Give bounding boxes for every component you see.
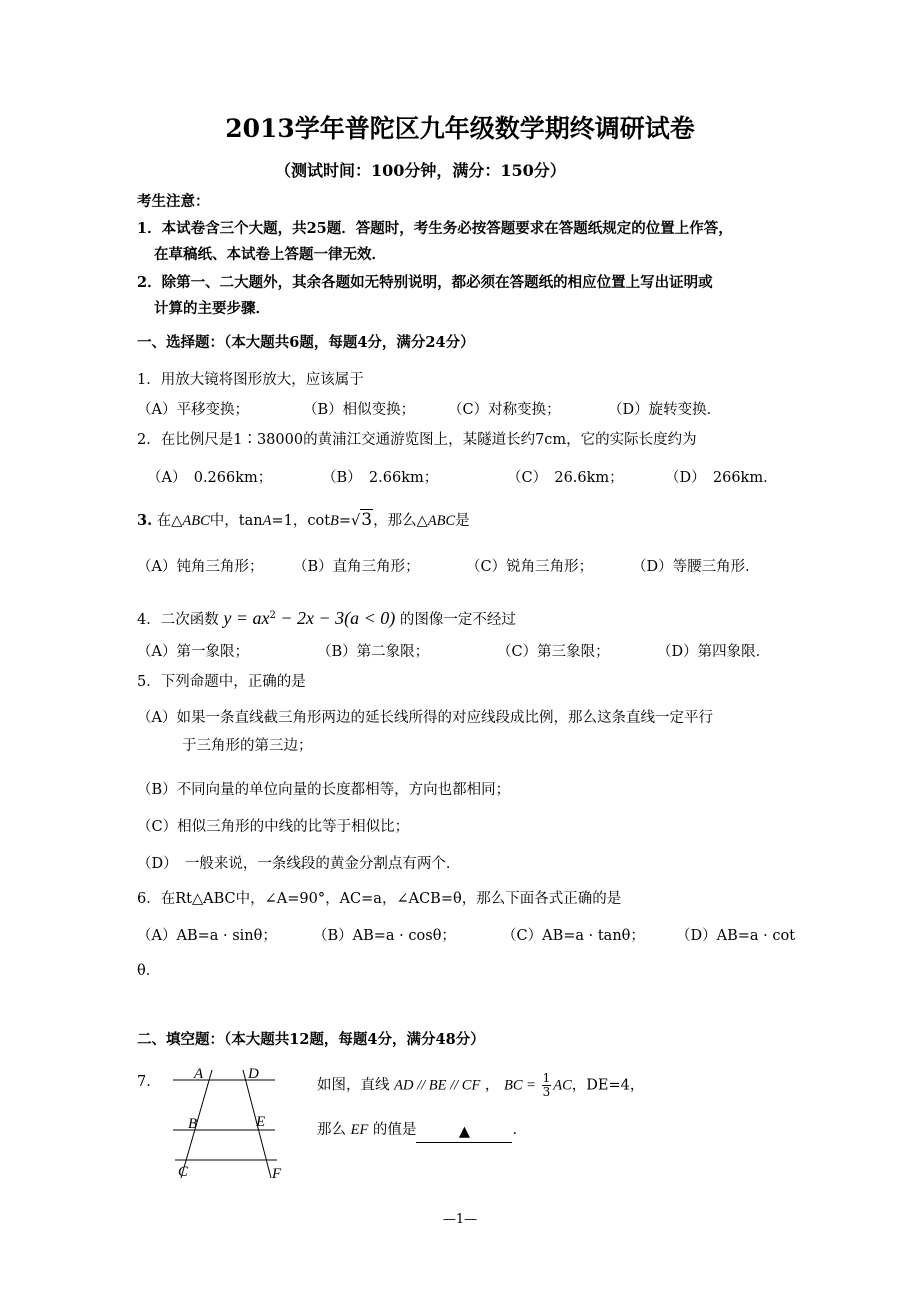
question-stem: 1．用放大镜将图形放大，应该属于 bbox=[137, 372, 364, 388]
parallel-lines-figure bbox=[170, 1068, 290, 1183]
page-title: 2013学年普陀区九年级数学期终调研试卷 bbox=[225, 114, 695, 143]
option: （B） 2.66km； bbox=[322, 470, 439, 486]
option: （A）平移变换； bbox=[137, 402, 249, 418]
math: ABC bbox=[427, 513, 456, 529]
question-stem bbox=[137, 606, 516, 630]
option: （D）AB=a · cot bbox=[676, 928, 796, 944]
notice-item: 1．本试卷含三个大题，共25题．答题时，考生务必按答题要求在答题纸规定的位置上作答， bbox=[137, 220, 733, 237]
numerator: 1 bbox=[542, 1071, 551, 1085]
option: （C）相似三角形的中线的比等于相似比； bbox=[137, 819, 410, 835]
notice-heading: 考生注意： bbox=[137, 193, 210, 210]
option: 于三角形的第三边； bbox=[182, 738, 313, 754]
text: 如图，直线 bbox=[317, 1077, 395, 1094]
option: （C）AB=a · tanθ； bbox=[502, 928, 645, 944]
option: （C）对称变换； bbox=[448, 402, 561, 418]
option: （A） 0.266km； bbox=[147, 470, 273, 486]
text: ，那么△ bbox=[373, 513, 428, 529]
option: （C） 26.6km； bbox=[507, 470, 624, 486]
option: （B）AB=a · cosθ； bbox=[313, 928, 456, 944]
option: （D）等腰三角形． bbox=[632, 559, 760, 575]
option: （D）第四象限． bbox=[657, 644, 771, 660]
option: （B）第二象限； bbox=[317, 644, 430, 660]
notice-item: 计算的主要步骤． bbox=[154, 300, 270, 317]
option: （B）不同向量的单位向量的长度都相等，方向也都相同； bbox=[137, 782, 511, 798]
section-heading: 一、选择题：（本大题共6题，每题4分，满分24分） bbox=[137, 334, 475, 351]
text: ， bbox=[480, 1077, 505, 1094]
text: 是 bbox=[455, 513, 470, 529]
label-c: C bbox=[178, 1164, 189, 1180]
label-f: F bbox=[272, 1166, 282, 1182]
text: = bbox=[338, 513, 352, 529]
option: （C）第三象限； bbox=[497, 644, 610, 660]
math: EF bbox=[350, 1122, 369, 1138]
math: A bbox=[262, 513, 272, 529]
notice-item: 在草稿纸、本试卷上答题一律无效． bbox=[154, 246, 386, 263]
option: （D）旋转变换． bbox=[608, 402, 722, 418]
math: AC bbox=[553, 1077, 572, 1094]
exponent: 2 bbox=[269, 610, 276, 621]
option: （A）如果一条直线截三角形两边的延长线所得的对应线段成比例，那么这条直线一定平行 bbox=[137, 710, 713, 726]
question-number: 7． bbox=[137, 1074, 161, 1090]
question-stem bbox=[317, 1072, 644, 1099]
text: 中，tan bbox=[209, 513, 263, 529]
text: 在△ bbox=[152, 513, 183, 529]
option: （D） 一般来说，一条线段的黄金分割点有两个． bbox=[137, 856, 461, 872]
fraction bbox=[542, 1072, 552, 1099]
option: （B）直角三角形； bbox=[293, 559, 420, 575]
text: ． bbox=[512, 1122, 527, 1138]
option: （A）钝角三角形； bbox=[137, 559, 264, 575]
question-number: 3. bbox=[137, 512, 153, 529]
text: =1，cot bbox=[271, 513, 331, 529]
question-stem-line2 bbox=[317, 1120, 527, 1141]
math: BC = bbox=[504, 1077, 540, 1094]
page-number: —1— bbox=[442, 1212, 478, 1227]
option: （A）第一象限； bbox=[137, 644, 249, 660]
question-stem: 2．在比例尺是1∶38000的黄浦江交通游览图上，某隧道长约7cm，它的实际长度约为 bbox=[137, 432, 697, 448]
text: 4．二次函数 bbox=[137, 611, 224, 628]
math: − 2x − 3(a < 0) bbox=[275, 607, 396, 628]
option: （A）AB=a · sinθ； bbox=[137, 928, 277, 944]
question-stem: 6．在Rt△ABC中，∠A=90°，AC=a，∠ACB=θ，那么下面各式正确的是 bbox=[137, 891, 622, 907]
label-b: B bbox=[188, 1116, 198, 1132]
subtitle: （测试时间：100分钟，满分：150分） bbox=[275, 161, 566, 180]
sqrt-radicand: 3 bbox=[361, 510, 373, 530]
denominator: 3 bbox=[542, 1085, 551, 1099]
option: （C）锐角三角形； bbox=[466, 559, 594, 575]
label-d: D bbox=[248, 1068, 259, 1082]
label-a: A bbox=[194, 1068, 204, 1082]
option: （B）相似变换； bbox=[303, 402, 416, 418]
label-e: E bbox=[256, 1114, 266, 1130]
answer-blank: ▲ bbox=[416, 1122, 512, 1143]
text: ，DE=4， bbox=[571, 1077, 645, 1094]
text: 那么 bbox=[317, 1122, 351, 1138]
text: 的值是 bbox=[368, 1122, 417, 1138]
math: ABC bbox=[182, 513, 210, 529]
notice-item: 2．除第一、二大题外，其余各题如无特别说明，都必须在答题纸的相应位置上写出证明或 bbox=[137, 274, 713, 291]
math: AD // BE // CF bbox=[394, 1077, 481, 1094]
option-tail: θ． bbox=[137, 963, 161, 979]
section-heading: 二、填空题：（本大题共12题，每题4分，满分48分） bbox=[137, 1031, 485, 1048]
question-stem: 3. 在△ABC中，tanA=1，cotB=√3，那么△ABC是 bbox=[137, 510, 470, 530]
math: B bbox=[330, 513, 339, 529]
text: 的图像一定不经过 bbox=[395, 611, 516, 628]
option: （D） 266km． bbox=[665, 470, 778, 486]
math: y = ax bbox=[223, 607, 270, 628]
question-stem: 5．下列命题中，正确的是 bbox=[137, 674, 306, 690]
